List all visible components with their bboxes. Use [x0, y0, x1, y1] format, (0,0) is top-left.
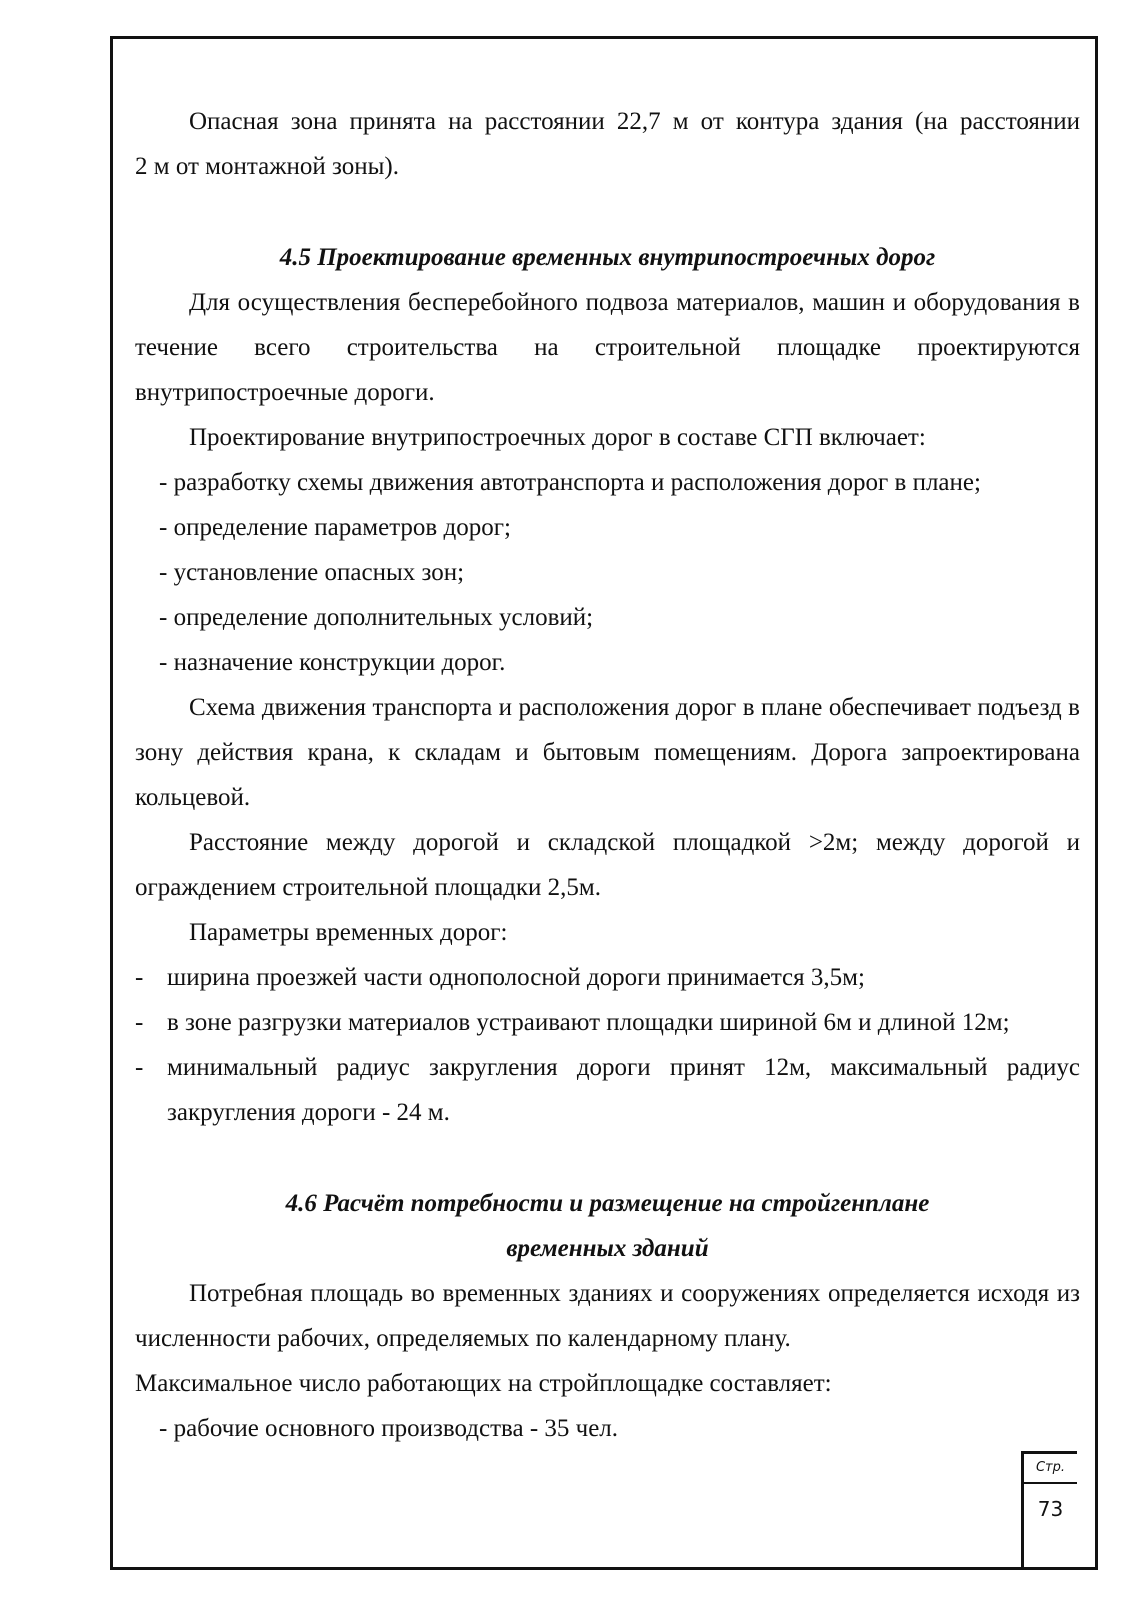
paragraph-max-workers: Максимальное число работающих на стройплощадке составляет: [135, 1370, 832, 1397]
list-item: - назначение конструкции дорог. [159, 649, 506, 676]
section-heading-4-6-line1: 4.6 Расчёт потребности и размещение на стройгенплане [285, 1190, 930, 1217]
list-item: - установление опасных зон; [159, 559, 465, 586]
paragraph-danger-zone-line2: 2 м от монтажной зоны). [135, 153, 399, 180]
list-item [135, 1045, 1080, 1135]
list-item: - рабочие основного производства - 35 чел. [159, 1415, 619, 1442]
paragraph-design-includes: Проектирование внутрипостроечных дорог в составе СГП включает: [189, 424, 926, 451]
page-body [135, 99, 1080, 1451]
page-number-stamp [1021, 1451, 1077, 1570]
paragraph-roads-intro: Для осуществления бесперебойного подвоза материалов, машин и оборудования в течение всего строительства на строительной площадке проектируются внутрипостроечные дороги. [135, 289, 1080, 406]
page-number: 73 [1037, 1497, 1064, 1521]
list-item: - определение дополнительных условий; [159, 604, 594, 631]
list-item-text: минимальный радиус закругления дороги принят 12м, максимальный радиус закругления дороги - 24 м. [167, 1054, 1080, 1126]
paragraph-traffic-scheme: Схема движения транспорта и расположения дорог в плане обеспечивает подъезд в зону действия крана, к складам и бытовым помещениям. Дорога запроектирована кольцевой. [135, 694, 1080, 811]
list-item [135, 955, 1080, 1000]
list-item-text: ширина проезжей части однополосной дороги принимается 3,5м; [167, 964, 865, 991]
paragraph-road-parameters: Параметры временных дорог: [189, 919, 508, 946]
list-item: - определение параметров дорог; [159, 514, 511, 541]
list-item: - разработку схемы движения автотранспорта и расположения дорог в плане; [159, 469, 981, 496]
list-item [135, 1000, 1080, 1045]
list-dash: - [135, 1009, 144, 1036]
list-dash: - [135, 1054, 144, 1081]
page-label: Стр. [1024, 1454, 1077, 1484]
section-heading-4-6-line2: временных зданий [506, 1235, 709, 1262]
paragraph-distances: Расстояние между дорогой и складской площадкой >2м; между дорогой и ограждением строительной площадки 2,5м. [135, 829, 1080, 901]
paragraph-danger-zone-line1: Опасная зона принята на расстоянии 22,7 м от контура здания (на расстоянии [189, 108, 1080, 135]
list-dash: - [135, 964, 144, 991]
section-heading-4-5: 4.5 Проектирование временных внутрипостроечных дорог [279, 244, 936, 271]
list-item-text: в зоне разгрузки материалов устраивают площадки шириной 6м и длиной 12м; [167, 1009, 1010, 1036]
paragraph-required-area: Потребная площадь во временных зданиях и сооружениях определяется исходя из численности рабочих, определяемых по календарному плану. [135, 1280, 1080, 1352]
